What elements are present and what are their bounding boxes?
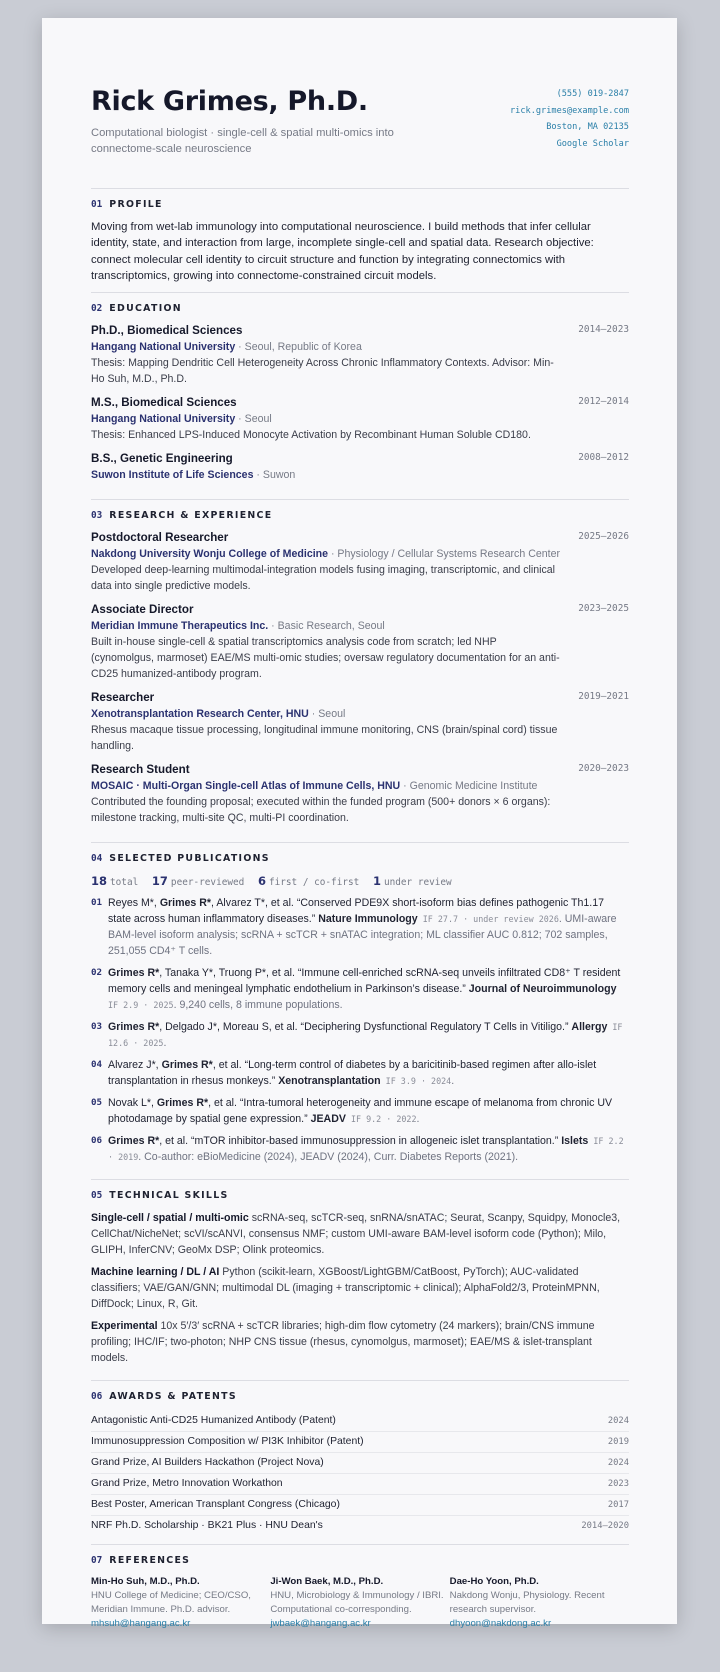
publication-note: . (163, 1037, 167, 1050)
section-title: AWARDS & PATENTS (109, 1391, 237, 1403)
award-name: Grand Prize, AI Builders Hackathon (Project Nova) (91, 1457, 324, 1469)
department: · Basic Research, Seoul (268, 620, 385, 633)
section-number: 01 (91, 199, 103, 210)
author-self: Grimes R* (156, 1097, 209, 1110)
tagline: Computational biologist · single-cell & spatial multi-omics into connectome-scale neuroscience (91, 127, 394, 155)
publication-note: . 9,240 cells, 8 immune populations. (173, 999, 343, 1012)
publication-number: 04 (91, 1059, 103, 1071)
journal: JEADV (310, 1113, 346, 1126)
stat-count: 17 (151, 874, 168, 889)
experience-entry (91, 690, 629, 754)
experience-entry (91, 530, 629, 594)
impact-factor: IF 9.2 · 2022 (345, 1114, 417, 1125)
date-range: 2025–2026 (578, 531, 629, 543)
organization-line (91, 618, 629, 634)
publication-note: . UMI-aware BAM-level isoform analysis; scRNA + scTCR + snATAC integration; ML classifier AUC 0.812; 702 samples, 251,055 CD4⁺ T cells. (108, 913, 617, 958)
publication-note: . (416, 1113, 420, 1126)
organization: Xenotransplantation Research Center, HNU (91, 708, 309, 721)
role: Postdoctoral Researcher (91, 531, 229, 545)
department: · Genomic Medicine Institute (400, 780, 538, 793)
location: · Seoul (235, 413, 272, 426)
description: Developed deep-learning multimodal-integration models fusing imaging, transcriptomic, and clinical data into single predictive models. (91, 564, 556, 593)
author-self: Grimes R* (108, 967, 160, 980)
organization: MOSAIC · Multi-Organ Single-cell Atlas of Immune Cells, HNU (91, 780, 401, 793)
publication-item (91, 1095, 629, 1127)
section-heading (91, 1391, 629, 1403)
award-item (91, 1474, 629, 1495)
award-year: 2024 (607, 1458, 629, 1469)
organization-line (91, 778, 629, 794)
publication-item (91, 1019, 629, 1051)
date-range: 2014–2023 (578, 324, 629, 336)
institution: Suwon Institute of Life Sciences (91, 469, 254, 482)
stat-label: under review (383, 877, 452, 889)
experience-entry (91, 602, 629, 682)
impact-factor: IF 27.7 · under review 2026 (417, 914, 559, 925)
education-section (91, 303, 629, 500)
award-year: 2023 (607, 1479, 629, 1490)
publication-number: 03 (91, 1021, 103, 1033)
publication-title: , et al. “Intra-tumoral heterogeneity and immune escape of melanoma from chronic UV photodamage by spatial gene expression.” (108, 1097, 613, 1126)
stat-count: 18 (91, 874, 108, 889)
resume-header (91, 66, 629, 189)
institution-line (91, 411, 629, 427)
skill-label: Single-cell / spatial / multi-omic (91, 1212, 249, 1225)
skill-label: Experimental (91, 1320, 158, 1333)
references-section (91, 1555, 629, 1631)
reference-desc: HNU, Microbiology & Immunology / IBRI. Computational co-corresponding. (270, 1590, 444, 1616)
date-range: 2019–2021 (578, 691, 629, 703)
publication-item (91, 895, 629, 959)
author-self: Grimes R* (108, 1135, 160, 1148)
reference-name: Ji-Won Baek, M.D., Ph.D. (270, 1576, 384, 1588)
journal: Nature Immunology (318, 913, 418, 926)
impact-factor: IF 3.9 · 2024 (380, 1076, 452, 1087)
section-number: 04 (91, 853, 103, 865)
award-item (91, 1411, 629, 1432)
publication-item (91, 1057, 629, 1089)
author-self: Grimes R* (161, 1059, 213, 1072)
publication-stats (91, 873, 629, 889)
location: · Seoul, Republic of Korea (235, 341, 362, 354)
date-range: 2008–2012 (578, 452, 629, 464)
skill-text: scRNA-seq, scTCR-seq, snRNA/snATAC; Seurat, Scanpy, Squidpy, Monocle3, CellChat/NicheNet; scVI/scANVI, consensus NMF; custom UMI-aware BAM-level isoform code (Python); Milo, GLIPH, InferCNV; GeoMx DSP; Olink proteomics. (91, 1212, 621, 1257)
department: · Physiology / Cellular Systems Research Center (328, 548, 560, 561)
section-number: 06 (91, 1391, 103, 1403)
section-heading (91, 510, 629, 522)
publication-title: , Delgado J*, Moreau S, et al. “Deciphering Dysfunctional Regulatory T Cells in Vitiligo.” (159, 1021, 572, 1034)
section-heading (91, 199, 629, 211)
section-number: 07 (91, 1555, 103, 1567)
institution: Hangang National University (91, 341, 236, 354)
journal: Journal of Neuroimmunology (468, 983, 617, 996)
publication-item (91, 965, 629, 1013)
institution-line (91, 339, 629, 355)
stat-label: total (110, 877, 139, 889)
phone-number: (555) 019-2847 (556, 89, 629, 99)
institution: Hangang National University (91, 413, 236, 426)
section-title: SELECTED PUBLICATIONS (109, 853, 270, 865)
reference-email[interactable]: jwbaek@hangang.ac.kr (270, 1618, 371, 1630)
description: Built in-house single-cell & spatial transcriptomics analysis code from scratch; led NHP (cynomolgus, marmoset) EAE/MS multi-omic studies; oversaw regulatory documentation for an anti-CD25 humanized-antibody program. (91, 636, 560, 681)
author-self: Grimes R* (159, 897, 212, 910)
publications-section (91, 853, 629, 1180)
authors-pre: Novak L*, (108, 1097, 157, 1110)
organization: Meridian Immune Therapeutics Inc. (91, 620, 269, 633)
reference-name: Min-Ho Suh, M.D., Ph.D. (91, 1576, 200, 1588)
skill-group (91, 1318, 629, 1366)
description: Contributed the founding proposal; executed within the funded program (500+ donors × 6 organs): milestone tracking, multi-site QC, multi-PI coordination. (91, 796, 551, 825)
publication-note: . Co-author: eBioMedicine (2024), JEADV (2024), Curr. Diabetes Reports (2021). (138, 1151, 519, 1164)
organization-line (91, 546, 629, 562)
experience-section (91, 510, 629, 843)
award-year: 2024 (607, 1416, 629, 1427)
role: Researcher (91, 691, 155, 705)
reference-desc: Nakdong Wonju, Physiology. Recent research supervisor. (449, 1590, 605, 1616)
scholar-link[interactable]: Google Scholar (556, 138, 629, 149)
publication-number: 02 (91, 967, 103, 979)
role: Research Student (91, 763, 190, 777)
references-list (91, 1575, 629, 1631)
journal: Allergy (571, 1021, 608, 1034)
award-year: 2017 (607, 1500, 629, 1511)
award-item (91, 1453, 629, 1474)
location: Boston, MA 02135 (546, 122, 629, 132)
section-number: 03 (91, 510, 103, 522)
award-name: Grand Prize, Metro Innovation Workathon (91, 1478, 283, 1490)
section-title: PROFILE (109, 199, 163, 210)
section-number: 05 (91, 1190, 103, 1202)
award-name: NRF Ph.D. Scholarship · BK21 Plus · HNU Dean's (91, 1520, 323, 1532)
section-number: 02 (91, 303, 103, 315)
reference-email[interactable]: mhsuh@hangang.ac.kr (91, 1618, 191, 1630)
description: Rhesus macaque tissue processing, longitudinal immune monitoring, CNS (brain/spinal cord) tissue handling. (91, 724, 558, 753)
section-title: RESEARCH & EXPERIENCE (109, 510, 273, 522)
section-heading (91, 1190, 629, 1202)
section-heading (91, 1555, 629, 1567)
reference-item (270, 1575, 449, 1631)
skill-text: 10x 5′/3′ scRNA + scTCR libraries; high-dim flow cytometry (24 markers); brain/CNS immune profiling; IHC/IF; two-photon; NHP CNS tissue (rhesus, cynomolgus, marmoset); EAE/MS & islet-transplant models. (91, 1320, 595, 1365)
stat-label: first / co-first (268, 877, 360, 889)
skill-group (91, 1210, 629, 1258)
publication-number: 01 (91, 897, 103, 909)
education-entry (91, 395, 629, 443)
publication-title: , Tanaka Y*, Truong P*, et al. “Immune cell-enriched scRNA-seq unveils infiltrated CD8⁺ T resident memory cells and meningeal lymphatic endothelium in Parkinson’s disease.” (108, 967, 621, 996)
award-name: Best Poster, American Transplant Congress (Chicago) (91, 1499, 340, 1511)
award-name: Immunosuppression Composition w/ PI3K Inhibitor (Patent) (91, 1436, 364, 1448)
reference-item (91, 1575, 270, 1631)
role: Associate Director (91, 603, 194, 617)
reference-name: Dae-Ho Yoon, Ph.D. (449, 1576, 539, 1588)
thesis: Thesis: Enhanced LPS-Induced Monocyte Activation by Recombinant Human Soluble CD180. (91, 429, 531, 442)
education-entry (91, 323, 629, 387)
award-item (91, 1495, 629, 1516)
award-year: 2014–2020 (581, 1521, 629, 1532)
department: · Seoul (308, 708, 346, 721)
skill-label: Machine learning / DL / AI (91, 1266, 220, 1279)
email-link[interactable]: rick.grimes@example.com (510, 105, 629, 116)
degree: Ph.D., Biomedical Sciences (91, 324, 243, 338)
experience-entry (91, 762, 629, 826)
institution-line (91, 467, 629, 483)
skills-section (91, 1190, 629, 1381)
section-title: TECHNICAL SKILLS (109, 1190, 229, 1202)
award-item (91, 1516, 629, 1536)
authors-pre: Reyes M*, (108, 897, 160, 910)
impact-factor: IF 2.2 · 2019 (108, 1136, 624, 1163)
organization-line (91, 706, 629, 722)
award-item (91, 1432, 629, 1453)
reference-email[interactable]: dhyoon@nakdong.ac.kr (449, 1618, 552, 1630)
profile-section (91, 199, 629, 293)
section-heading (91, 853, 629, 865)
date-range: 2020–2023 (578, 763, 629, 775)
publication-number: 05 (91, 1097, 103, 1109)
organization: Nakdong University Wonju College of Medicine (91, 548, 329, 561)
awards-section (91, 1391, 629, 1545)
impact-factor: IF 12.6 · 2025 (108, 1022, 623, 1049)
stat-count: 1 (372, 874, 381, 889)
section-title: REFERENCES (109, 1555, 191, 1567)
section-heading (91, 303, 629, 315)
impact-factor: IF 2.9 · 2025 (108, 1000, 174, 1011)
publication-note: . (451, 1075, 455, 1088)
publication-title: , et al. “Long-term control of diabetes by a baricitinib-based regimen after allo-islet transplantation in rhesus monkeys.” (108, 1059, 597, 1088)
publication-title: , et al. “mTOR inhibitor-based immunosuppression in allogeneic islet transplantation.” (159, 1135, 562, 1148)
profile-text: Moving from wet-lab immunology into computational neuroscience. I build methods that infer cellular identity, state, and interaction from large, incomplete single-cell and spatial data. Research objective: connect molecular cell identity to circuit structure and function by integrating connectomics with transcriptomics, growing into connectome-constrained circuit models. (91, 221, 594, 282)
award-name: Antagonistic Anti-CD25 Humanized Antibody (Patent) (91, 1415, 336, 1427)
reference-desc: HNU College of Medicine; CEO/CSO, Meridian Immune. Ph.D. advisor. (91, 1590, 251, 1616)
skill-group (91, 1264, 629, 1312)
reference-item (450, 1575, 629, 1631)
thesis: Thesis: Mapping Dendritic Cell Heterogeneity Across Chronic Inflammatory Contexts. Advisor: Min-Ho Suh, M.D., Ph.D. (91, 357, 554, 386)
authors-pre: Alvarez J*, (108, 1059, 162, 1072)
degree: M.S., Biomedical Sciences (91, 396, 237, 410)
date-range: 2023–2025 (578, 603, 629, 615)
candidate-name: Rick Grimes, Ph.D. (91, 86, 368, 117)
section-title: EDUCATION (109, 303, 182, 315)
publication-title: , Alvarez T*, et al. “Conserved PDE9X short-isoform bias defines pathogenic Th1.17 state across human inflammatory diseases.” (108, 897, 605, 926)
awards-list (91, 1411, 629, 1536)
publication-item (91, 1133, 629, 1165)
location: · Suwon (253, 469, 296, 482)
resume-page (42, 18, 677, 1630)
journal: Islets (561, 1135, 589, 1148)
stat-label: peer-reviewed (170, 877, 245, 889)
stat-count: 6 (257, 874, 266, 889)
degree: B.S., Genetic Engineering (91, 452, 233, 466)
education-entry (91, 451, 629, 483)
contact-block (510, 86, 629, 152)
publication-number: 06 (91, 1135, 103, 1147)
skill-text: Python (scikit-learn, XGBoost/LightGBM/CatBoost, PyTorch); AUC-validated classifiers; VAE/GAN/GNN; multimodal DL (imaging + transcriptomic + clinical); AlphaFold2/3, ProteinMPNN, DiffDock; Linux, R, Git. (91, 1266, 600, 1311)
journal: Xenotransplantation (278, 1075, 381, 1088)
author-self: Grimes R* (108, 1021, 160, 1034)
award-year: 2019 (607, 1437, 629, 1448)
date-range: 2012–2014 (578, 396, 629, 408)
